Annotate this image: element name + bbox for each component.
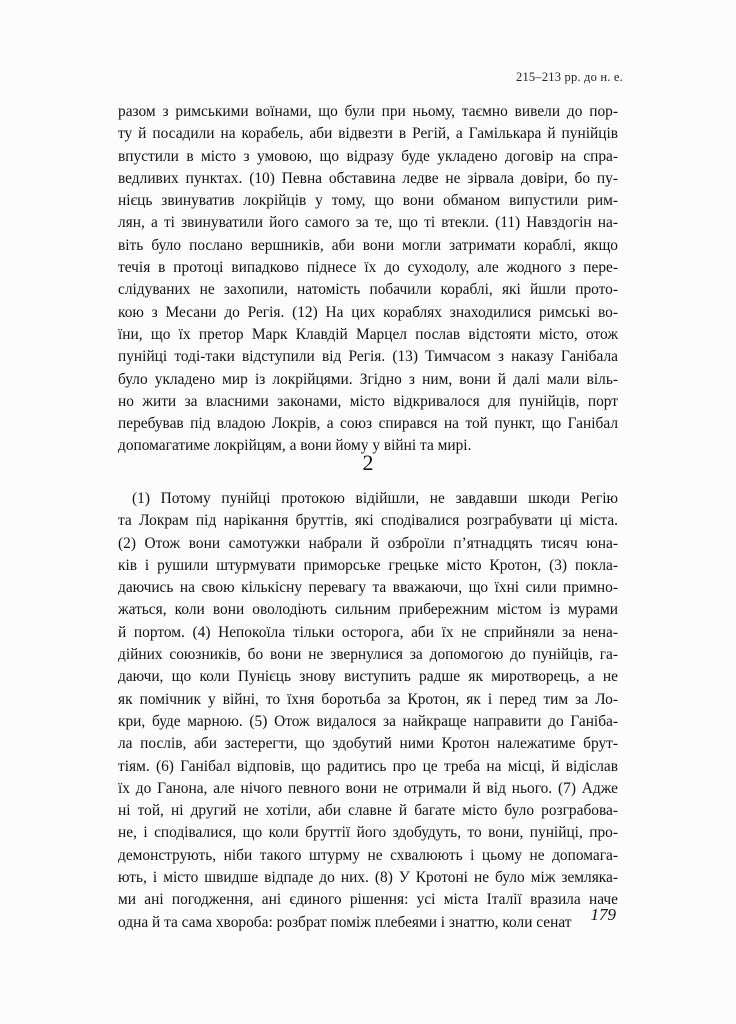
text-line: ту й посадили на корабель, аби відвезти в Регій, а Гамількара й пунійців — [118, 125, 618, 143]
text-line: лян, а ті звинуватили його самого за те, що ті втекли. (11) Навздогін на- — [118, 214, 618, 232]
text-line: но жити за власними законами, місто відкривалося для пунійців, порт — [118, 392, 618, 410]
text-line: даючи, що коли Пунієць знову виступить радше як миротворець, а не — [118, 668, 618, 686]
text-line: було укладено мир із локрійцями. Згідно з ним, вони й далі мали віль- — [118, 370, 618, 388]
text-line: кри, буде марною. (5) Отож видалося за найкраще направити до Ганіба- — [118, 712, 618, 730]
text-line: пунійці тоді-таки відступили від Регія. (13) Тимчасом з наказу Ганібала — [118, 348, 618, 366]
page-number: 179 — [590, 905, 616, 924]
text-line: течія в протоці випадково піднесе їх до суходолу, але жодного з пере- — [118, 259, 618, 277]
text-line: ведливих пунктах. (10) Певна обставина ледве не зірвала довіри, бо пу- — [118, 169, 618, 187]
text-line: їни, що їх претор Марк Клавдій Марцел послав відстояти місто, отож — [118, 325, 618, 343]
text-line: їх до Ганона, але нічого певного вони не отримали й від нього. (7) Адже — [118, 779, 618, 797]
text-line: та Локрам під нарікання бруттів, які сподівалися розграбувати ці міста. — [118, 512, 618, 530]
text-line: даючись на свою кількісну перевагу та вважаючи, що їхні сили примно- — [118, 579, 618, 597]
running-head: 215–213 рр. до н. е. — [516, 70, 623, 84]
text-line: впустили в місто з умовою, що відразу буде укладено договір на спра- — [118, 147, 618, 165]
text-line: ні той, ні другий не хотіли, аби славне й багате місто було розграбова- — [118, 802, 618, 820]
text-line: віть було послано вершників, аби вони могли затримати кораблі, якщо — [118, 236, 618, 254]
text-line: ють, і місто швидше відпаде до них. (8) У Кротоні не було між земляка- — [118, 869, 618, 887]
text-line: разом з римськими воїнами, що були при ньому, таємно вивели до пор- — [118, 103, 618, 120]
text-line: нієць звинуватив локрійців у тому, що вони обманом випустили рим- — [118, 192, 618, 210]
text-line: тіям. (6) Ганібал відповів, що радитись про це треба на місці, й відіслав — [118, 757, 618, 775]
text-line: кою з Месани до Регія. (12) На цих кораблях знаходилися римські во- — [118, 303, 618, 321]
text-line: демонструють, ніби такого штурму не схвалюють і цьому не допомага- — [118, 846, 618, 864]
text-line: не, і сподівалися, що коли бруттії його здобудуть, то вони, пунійці, про- — [118, 824, 618, 842]
text-line: (1) Потому пунійці протокою відійшли, не завдавши шкоди Регію — [132, 490, 618, 507]
text-line: одна й та сама хвороба: розбрат поміж плебеями і знаттю, коли сенат — [118, 913, 572, 931]
chapter-number: 2 — [362, 450, 374, 475]
text-line: ків і рушили штурмувати приморське грецьке місто Кротон, (3) покла- — [118, 556, 618, 574]
text-line: жаться, коли вони оволодіють сильним прибережним містом із мурами — [118, 601, 618, 619]
text-line: слідуваних не захопили, натомість побачили кораблі, які йшли прото- — [118, 281, 618, 299]
text-line: й портом. (4) Непокоїла тільки осторога, аби їх не сприйняли за нена- — [118, 623, 618, 641]
paragraph-continuation — [118, 101, 618, 458]
text-line: ми ані погодження, ані єдиного рішення: усі міста Італії вразила наче — [118, 891, 618, 909]
text-line: дійних союзників, бо вони не звернулися за допомогою до пунійців, га- — [118, 646, 618, 664]
text-line: ла послів, аби застерегти, що здобутий ними Кротон належатиме брут- — [118, 735, 618, 753]
text-line: перебував під владою Локрів, а союз спирався на той пункт, що Ганібал — [118, 415, 618, 433]
text-line: як помічник у війні, то їхня боротьба за Кротон, як і перед тим за Ло- — [118, 690, 618, 708]
chapter-2-paragraph — [118, 488, 618, 934]
text-line: (2) Отож вони самотужки набрали й озброїли п’ятнадцять тисяч юна- — [118, 534, 618, 552]
text-line: допомагатиме локрійцям, а вони йому у війні та мирі. — [118, 437, 472, 455]
